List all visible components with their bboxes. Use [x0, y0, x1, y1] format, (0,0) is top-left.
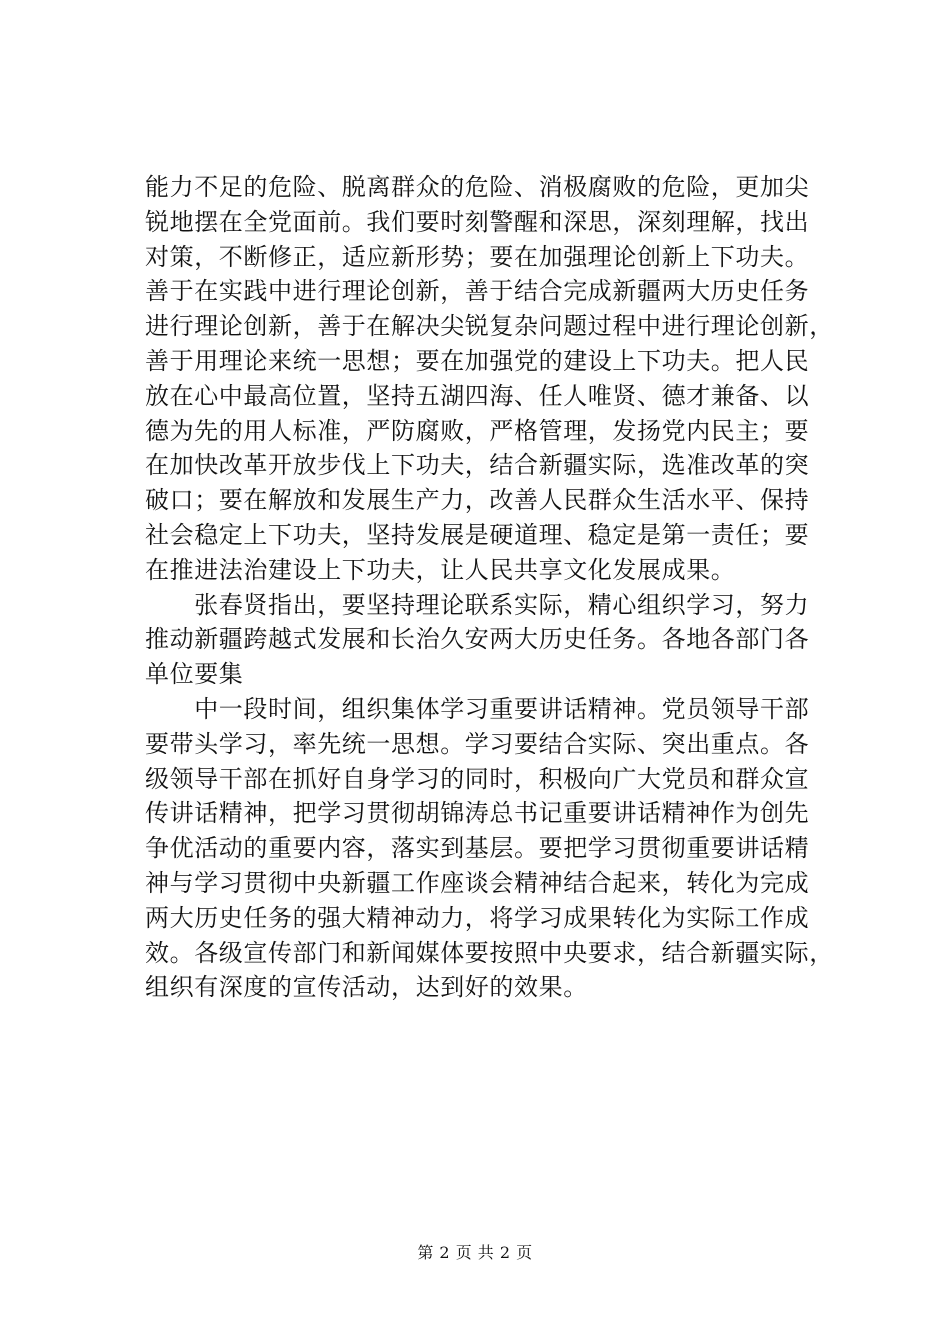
text-line: 中一段时间，组织集体学习重要讲话精神。党员领导干部: [145, 694, 810, 723]
text-line: 两大历史任务的强大精神动力，将学习成果转化为实际工作成: [145, 903, 810, 932]
page-number-footer: 第 2 页 共 2 页: [417, 1243, 533, 1262]
text-line: 张春贤指出，要坚持理论联系实际，精心组织学习，努力: [145, 590, 810, 619]
text-line: 推动新疆跨越式发展和长治久安两大历史任务。各地各部门各: [145, 625, 810, 654]
text-line: 传讲话精神，把学习贯彻胡锦涛总书记重要讲话精神作为创先: [145, 799, 810, 828]
text-line: 德为先的用人标准，严防腐败，严格管理，发扬党内民主；要: [145, 416, 810, 445]
text-line: 争优活动的重要内容，落实到基层。要把学习贯彻重要讲话精: [145, 834, 810, 863]
text-line: 对策，不断修正，适应新形势；要在加强理论创新上下功夫。: [145, 242, 810, 271]
text-line: 能力不足的危险、脱离群众的危险、消极腐败的危险，更加尖: [145, 173, 810, 201]
text-line: 在推进法治建设上下功夫，让人民共享文化发展成果。: [145, 555, 736, 584]
text-line: 神与学习贯彻中央新疆工作座谈会精神结合起来，转化为完成: [145, 868, 810, 897]
text-line: 单位要集: [145, 660, 244, 689]
text-line: 放在心中最高位置，坚持五湖四海、任人唯贤、德才兼备、以: [145, 381, 810, 410]
text-line: 效。各级宣传部门和新闻媒体要按照中央要求，结合新疆实际，: [145, 938, 834, 967]
text-line: 善于用理论来统一思想；要在加强党的建设上下功夫。把人民: [145, 346, 810, 375]
text-line: 要带头学习，率先统一思想。学习要结合实际、突出重点。各: [145, 729, 810, 758]
text-line: 进行理论创新，善于在解决尖锐复杂问题过程中进行理论创新，: [145, 312, 834, 341]
text-line: 社会稳定上下功夫，坚持发展是硬道理、稳定是第一责任；要: [145, 520, 810, 549]
document-body: [145, 170, 834, 1005]
text-line: 组织有深度的宣传活动，达到好的效果。: [145, 973, 588, 1002]
text-line: 善于在实践中进行理论创新，善于结合完成新疆两大历史任务: [145, 277, 810, 306]
text-line: 在加快改革开放步伐上下功夫，结合新疆实际，选准改革的突: [145, 451, 810, 480]
text-line: 锐地摆在全党面前。我们要时刻警醒和深思，深刻理解，找出: [145, 207, 810, 236]
text-line: 级领导干部在抓好自身学习的同时，积极向广大党员和群众宣: [145, 764, 810, 793]
text-line: 破口；要在解放和发展生产力，改善人民群众生活水平、保持: [145, 486, 810, 515]
